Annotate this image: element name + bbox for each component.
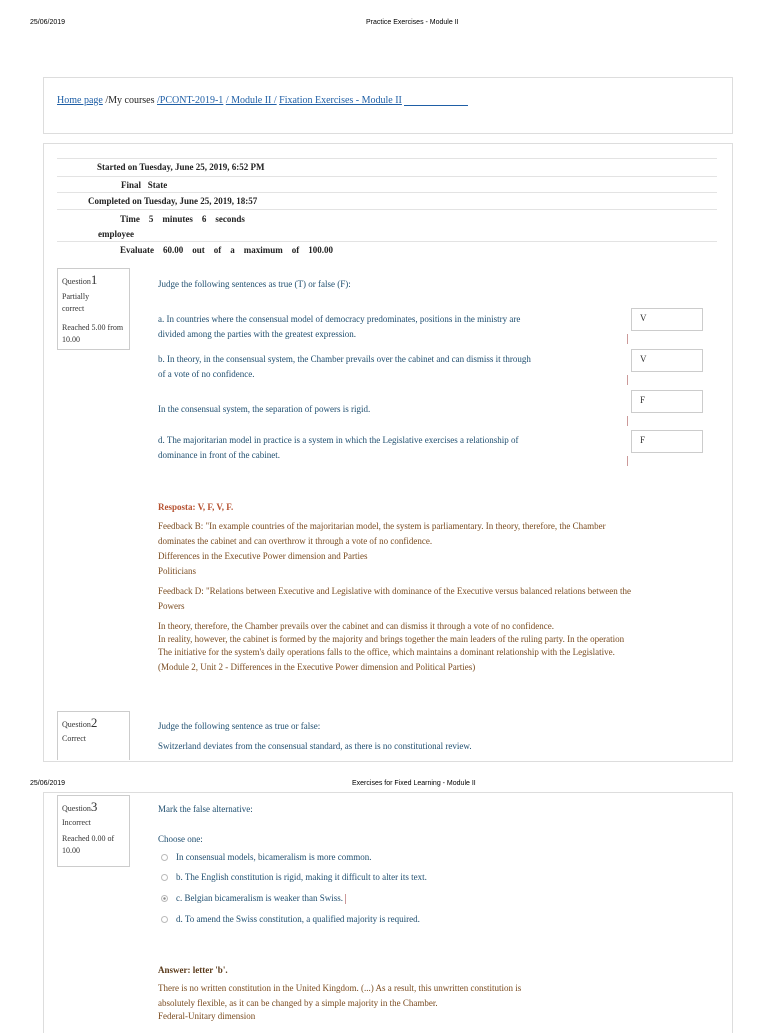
question-status: Incorrect	[62, 818, 91, 827]
radio-selected-icon[interactable]	[161, 895, 168, 902]
question-status: Partially correct	[62, 292, 90, 313]
summary-row-evaluate: Evaluate 60.00 out of a maximum of 100.00	[57, 241, 717, 258]
correct-answer: Answer: letter 'b'.	[158, 965, 228, 975]
incorrect-marker	[627, 375, 628, 385]
breadcrumb	[57, 95, 468, 106]
summary-row-state: Final State	[57, 176, 717, 193]
correct-response: Resposta: V, F, V, F.	[158, 502, 234, 512]
incorrect-marker	[627, 334, 628, 344]
breadcrumb-home-link[interactable]: Home page	[57, 95, 103, 106]
option-d[interactable]: d. To amend the Swiss constitution, a qualified majority is required.	[161, 914, 420, 924]
print-title: Exercises for Fixed Learning - Module II	[352, 780, 476, 787]
breadcrumb-my: /My	[105, 95, 122, 106]
question-status: Correct	[62, 734, 86, 743]
answer-box-b[interactable]: V	[631, 349, 703, 372]
answer-explanation: There is no written constitution in the United Kingdom. (...) As a result, this unwritten constitution is absolutely flexible, as it can be changed by a simple majority in the Chamber. Federal-Unitary dimension	[158, 983, 522, 1021]
breadcrumb-underline	[404, 95, 468, 106]
sentence-c: In the consensual system, the separation of powers is rigid.	[158, 404, 371, 414]
incorrect-marker	[345, 894, 346, 904]
question-statement: Switzerland deviates from the consensual standard, as there is no constitutional review.	[158, 741, 472, 751]
option-c[interactable]: c. Belgian bicameralism is weaker than Swiss.	[161, 893, 346, 904]
option-b[interactable]: b. The English constitution is rigid, making it difficult to alter its text.	[161, 872, 427, 882]
print-date: 25/06/2019	[30, 780, 66, 787]
answer-box-d[interactable]: F	[631, 430, 703, 453]
question-grade: Reached 5.00 from 10.00	[62, 323, 124, 344]
breadcrumb-module-link[interactable]: / Module II /	[225, 95, 277, 106]
radio-icon[interactable]	[161, 916, 168, 923]
feedback-explanation: In theory, therefore, the Chamber prevails over the cabinet and can dismiss it through a vote of no confidence. In reality, however, the cabinet is formed by the majority and brings together the main leaders of the ruling party. In the operation The initiative for the system's daily operations falls to the office, which maintains a dominant relationship with the Legislative. (Module 2, Unit 2 - Differences in the Executive Power dimension and Political Parties)	[158, 621, 625, 672]
choose-one-label: Choose one:	[158, 834, 203, 844]
option-a[interactable]: In consensual models, bicameralism is more common.	[161, 852, 371, 862]
question-grade: Reached 0.00 of 10.00	[62, 834, 115, 855]
question-prompt: Mark the false alternative:	[158, 804, 253, 814]
print-title: Practice Exercises - Module II	[366, 19, 459, 26]
sentence-b: b. In theory, in the consensual system, the Chamber prevails over the cabinet and can dismiss it through of a vote of no confidence.	[158, 354, 531, 379]
radio-icon[interactable]	[161, 874, 168, 881]
breadcrumb-fixation-link[interactable]: Fixation Exercises - Module II	[279, 95, 402, 106]
question-info-3: Question3 Incorrect Reached 0.00 of 10.00	[57, 795, 130, 867]
answer-box-c[interactable]: F	[631, 390, 703, 413]
feedback-d: Feedback D: "Relations between Executive and Legislative with dominance of the Executive versus balanced relations between the Powers	[158, 586, 632, 611]
question-info-1: Question1 Partially correct Reached 5.00 from 10.00	[57, 268, 130, 350]
print-date: 25/06/2019	[30, 19, 66, 26]
feedback-b: Feedback B: "In example countries of the majoritarian model, the system is parliamentary. In theory, therefore, the Chamber dominates the cabinet and can overthrow it through a vote of no confidence. Differences in the Executive Power dimension and Parties Politicians	[158, 521, 606, 576]
question-prompt: Judge the following sentence as true or false:	[158, 721, 321, 731]
answer-box-a[interactable]: V	[631, 308, 703, 331]
breadcrumb-courses[interactable]: courses	[124, 95, 155, 106]
summary-row-completed: Completed on Tuesday, June 25, 2019, 18:57	[57, 192, 717, 210]
question-info-2: Question2 Correct	[57, 711, 130, 760]
question-prompt: Judge the following sentences as true (T) or false (F):	[158, 279, 351, 289]
sentence-a: a. In countries where the consensual model of democracy predominates, positions in the ministry are divided among the parties with the greatest expression.	[158, 314, 521, 339]
summary-row-started: Started on Tuesday, June 25, 2019, 6:52 PM	[57, 158, 717, 177]
sentence-d: d. The majoritarian model in practice is a system in which the Legislative exercises a relationship of dominance in front of the cabinet.	[158, 435, 519, 460]
breadcrumb-course-link[interactable]: /PCONT-2019-1	[157, 95, 224, 106]
radio-icon[interactable]	[161, 854, 168, 861]
incorrect-marker	[627, 416, 628, 426]
incorrect-marker	[627, 456, 628, 466]
summary-row-time: Time 5 minutes 6 seconds employee	[57, 209, 717, 242]
